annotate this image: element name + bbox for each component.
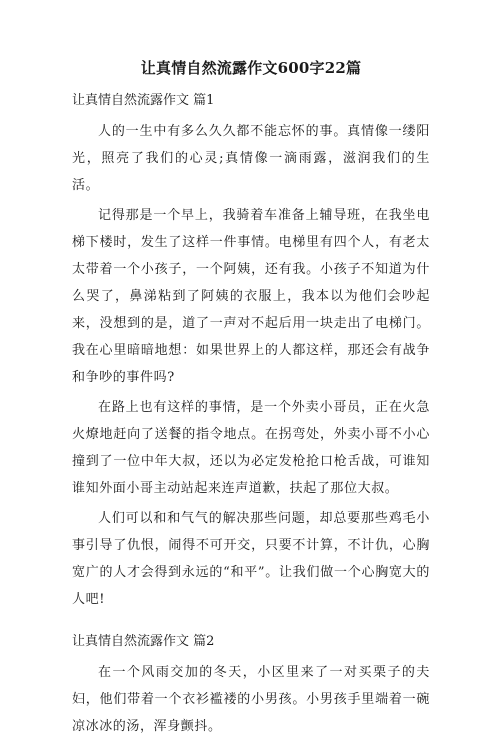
section-heading: 让真情自然流露作文 篇2: [72, 634, 215, 649]
paragraph: 在一个风雨交加的冬天，小区里来了一对买栗子的夫妇，他们带着一个衣衫褴褛的小男孩。小男孩手里端着一碗凉冰冰的汤，浑身颤抖。: [72, 665, 430, 734]
essay-section-1: [72, 90, 430, 613]
section-heading: 让真情自然流露作文 篇1: [72, 93, 215, 108]
paragraph: 人的一生中有多么久久都不能忘怀的事。真情像一缕阳光，照亮了我们的心灵;真情像一滴雨露，滋润我们的生活。: [72, 124, 430, 193]
paragraph: 人们可以和和气气的解决那些问题，却总要那些鸡毛小事引导了仇恨，闹得不可开交，只要不计算，不计仇，心胸宽广的人才会得到永远的“和平”。让我们做一个心胸宽大的人吧!: [72, 511, 430, 607]
paragraph: 记得那是一个早上，我骑着车准备上辅导班，在我坐电梯下楼时，发生了这样一件事情。电梯里有四个人，有老太太带着一个小孩子，一个阿姨，还有我。小孩子不知道为什么哭了，鼻涕粘到了阿姨的衣服上，我本以为他们会吵起来，没想到的是，道了一声对不起后用一块走出了电梯门。我在心里暗暗地想：如果世界上的人都这样，那还会有战争和争吵的事件吗?: [72, 208, 430, 385]
paragraph: 在路上也有这样的事情，是一个外卖小哥员，正在火急火燎地赶向了送餐的指令地点。在拐弯处，外卖小哥不小心撞到了一位中年大叔，还以为必定发枪抢口枪舌战，可谁知谁知外面小哥主动站起来连声道歉，扶起了那位大叔。: [72, 400, 430, 496]
essay-section-2: [72, 631, 430, 740]
document-title: 让真情自然流露作文600字22篇: [140, 59, 362, 77]
